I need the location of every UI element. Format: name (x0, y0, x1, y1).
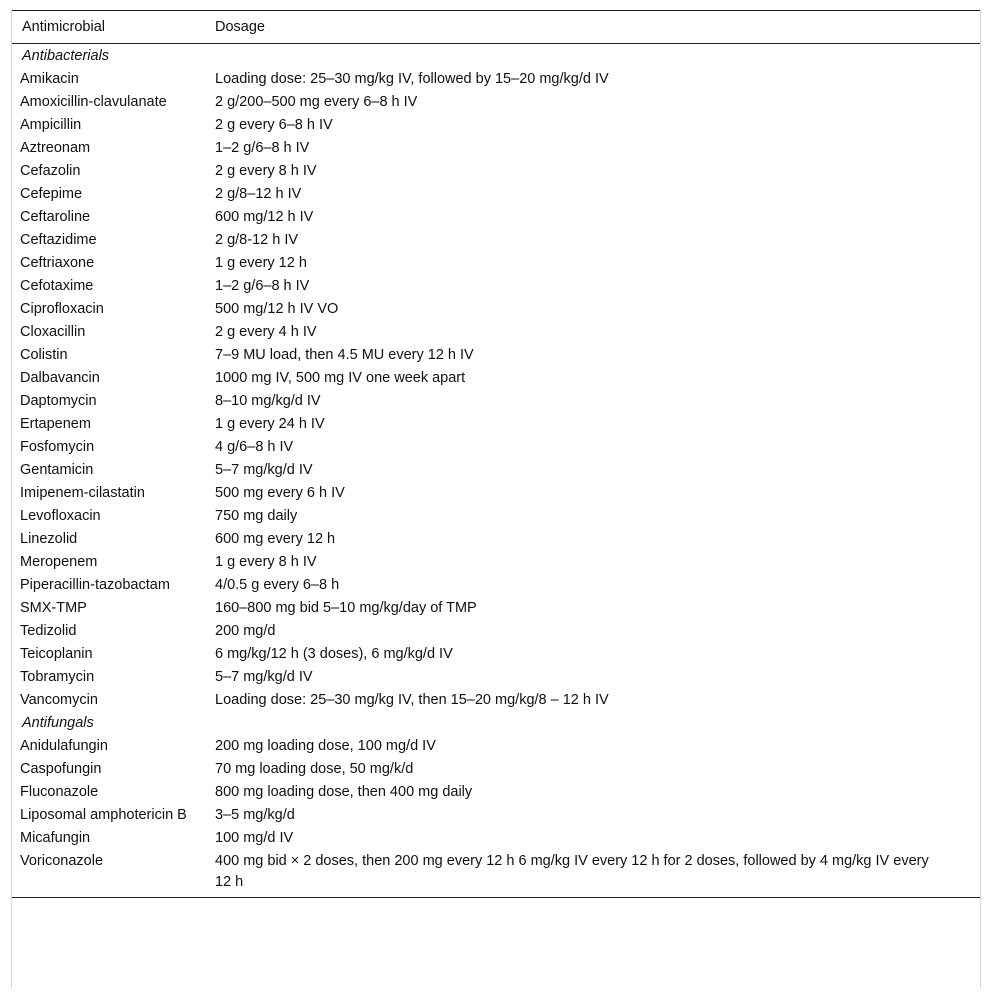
table-row (12, 136, 980, 159)
antimicrobial-name: Voriconazole (20, 853, 104, 869)
dosage-cell: 2 g every 8 h IV (215, 163, 317, 179)
dosage-cell: 100 mg/d IV (215, 830, 294, 846)
antimicrobial-name-cell (12, 205, 205, 228)
antimicrobial-name-cell (12, 67, 205, 90)
antimicrobial-name: Ertapenem (20, 416, 91, 432)
section-title: Antibacterials (22, 48, 110, 64)
table-row (12, 803, 980, 826)
antimicrobial-name: Meropenem (20, 554, 98, 570)
dosage-cell: 1000 mg IV, 500 mg IV one week apart (215, 370, 466, 386)
dosage-cell: 5–7 mg/kg/d IV (215, 669, 313, 685)
antimicrobial-name: Cefazolin (20, 163, 81, 179)
table-row (12, 826, 980, 849)
antimicrobial-name: Ampicillin (20, 117, 82, 133)
antimicrobial-name-cell (12, 734, 205, 757)
antimicrobial-name-cell (12, 90, 205, 113)
table-row (12, 297, 980, 320)
table-row (12, 389, 980, 412)
dosage-cell: 500 mg/12 h IV VO (215, 301, 339, 317)
antimicrobial-name-cell (12, 550, 205, 573)
table-row (12, 504, 980, 527)
antimicrobial-name: Cefotaxime (20, 278, 94, 294)
section-row (12, 711, 980, 734)
antimicrobial-name-cell (12, 803, 205, 826)
dosage-cell: 1–2 g/6–8 h IV (215, 278, 310, 294)
antimicrobial-name: Ciprofloxacin (20, 301, 104, 317)
antimicrobial-name-cell (12, 297, 205, 320)
antimicrobial-name-cell (12, 573, 205, 596)
dosage-cell: 7–9 MU load, then 4.5 MU every 12 h IV (215, 347, 474, 363)
table-row (12, 619, 980, 642)
dosage-cell: 4/0.5 g every 6–8 h (215, 577, 340, 593)
antimicrobial-name-cell (12, 435, 205, 458)
antimicrobial-name: Daptomycin (20, 393, 97, 409)
antimicrobial-name: Fluconazole (20, 784, 99, 800)
antimicrobial-name: Cefepime (20, 186, 83, 202)
antimicrobial-name-cell (12, 481, 205, 504)
dosage-cell: 2 g/8–12 h IV (215, 186, 302, 202)
antimicrobial-name: Amoxicillin-clavulanate (20, 94, 167, 110)
table-row (12, 412, 980, 435)
dosage-cell: 3–5 mg/kg/d (215, 807, 295, 823)
dosage-cell: 160–800 mg bid 5–10 mg/kg/day of TMP (215, 600, 477, 616)
dosage-cell: 200 mg/d (215, 623, 276, 639)
antimicrobial-name-cell (12, 688, 205, 711)
table-row (12, 550, 980, 573)
dosage-cell: Loading dose: 25–30 mg/kg IV, followed by 15–20 mg/kg/d IV (215, 71, 609, 87)
dosage-cell: 70 mg loading dose, 50 mg/k/d (215, 761, 414, 777)
table-row (12, 435, 980, 458)
antimicrobial-name: Imipenem-cilastatin (20, 485, 145, 501)
table-row (12, 320, 980, 343)
antimicrobial-name: Dalbavancin (20, 370, 100, 386)
antimicrobial-name-cell (12, 780, 205, 803)
antimicrobial-name: Colistin (20, 347, 68, 363)
dosage-table (12, 10, 980, 898)
antimicrobial-name-cell (12, 251, 205, 274)
antimicrobial-name-cell (12, 389, 205, 412)
table-row (12, 205, 980, 228)
dosage-cell: 600 mg every 12 h (215, 531, 336, 547)
antimicrobial-name-cell (12, 504, 205, 527)
antimicrobial-name-cell (12, 274, 205, 297)
antimicrobial-name: Vancomycin (20, 692, 98, 708)
header-antimicrobial: Antimicrobial (12, 11, 205, 44)
antimicrobial-name-cell (12, 458, 205, 481)
table-row (12, 734, 980, 757)
table-row (12, 688, 980, 711)
dosage-cell: 500 mg every 6 h IV (215, 485, 345, 501)
dosage-cell: 5–7 mg/kg/d IV (215, 462, 313, 478)
section-title: Antifungals (22, 715, 94, 731)
dosage-cell: 200 mg loading dose, 100 mg/d IV (215, 738, 436, 754)
antimicrobial-name-cell (12, 182, 205, 205)
table-frame (11, 10, 981, 988)
antimicrobial-name: Ceftriaxone (20, 255, 95, 271)
antimicrobial-name-cell (12, 343, 205, 366)
table-row (12, 527, 980, 550)
antimicrobial-name-cell (12, 159, 205, 182)
antimicrobial-name-cell (12, 113, 205, 136)
dosage-cell: 1 g every 24 h IV (215, 416, 325, 432)
table-row (12, 596, 980, 619)
antimicrobial-name: Anidulafungin (20, 738, 108, 754)
section-row (12, 44, 980, 68)
antimicrobial-name: Ceftazidime (20, 232, 97, 248)
dosage-cell: 2 g every 6–8 h IV (215, 117, 333, 133)
table-body (12, 44, 980, 898)
dosage-cell: 2 g/8-12 h IV (215, 232, 299, 248)
table-row (12, 366, 980, 389)
header-row (12, 11, 980, 44)
table-row (12, 159, 980, 182)
table-row (12, 573, 980, 596)
antimicrobial-name-cell (12, 849, 205, 898)
antimicrobial-name: Amikacin (20, 71, 79, 87)
header-dosage: Dosage (205, 11, 980, 44)
antimicrobial-name-cell (12, 619, 205, 642)
antimicrobial-name: Piperacillin-tazobactam (20, 577, 170, 593)
table-row (12, 90, 980, 113)
antimicrobial-name-cell (12, 527, 205, 550)
table-header (12, 11, 980, 44)
antimicrobial-name: Gentamicin (20, 462, 94, 478)
antimicrobial-name-cell (12, 228, 205, 251)
table-row (12, 343, 980, 366)
table-row (12, 849, 980, 898)
antimicrobial-name: Levofloxacin (20, 508, 101, 524)
dosage-cell: 400 mg bid × 2 doses, then 200 mg every 12 h 6 mg/kg IV every 12 h for 2 doses, followed by 4 mg/kg IV every 12 h (205, 849, 980, 898)
antimicrobial-name: Ceftaroline (20, 209, 91, 225)
table-row (12, 113, 980, 136)
table-row (12, 251, 980, 274)
dosage-cell: 2 g every 4 h IV (215, 324, 317, 340)
dosage-cell: 600 mg/12 h IV (215, 209, 314, 225)
antimicrobial-name-cell (12, 826, 205, 849)
table-row (12, 481, 980, 504)
antimicrobial-name: Teicoplanin (20, 646, 93, 662)
dosage-cell: Loading dose: 25–30 mg/kg IV, then 15–20 mg/kg/8 – 12 h IV (215, 692, 609, 708)
antimicrobial-name: Micafungin (20, 830, 91, 846)
table-row (12, 182, 980, 205)
table-row (12, 642, 980, 665)
dosage-cell: 2 g/200–500 mg every 6–8 h IV (215, 94, 418, 110)
antimicrobial-name: Aztreonam (20, 140, 91, 156)
table-row (12, 665, 980, 688)
dosage-cell: 1 g every 12 h (215, 255, 307, 271)
antimicrobial-name-cell (12, 665, 205, 688)
antimicrobial-name-cell (12, 642, 205, 665)
antimicrobial-name: Linezolid (20, 531, 78, 547)
table-row (12, 67, 980, 90)
antimicrobial-name: Caspofungin (20, 761, 102, 777)
antimicrobial-name: Cloxacillin (20, 324, 86, 340)
antimicrobial-name: SMX-TMP (20, 600, 87, 616)
table-row (12, 757, 980, 780)
antimicrobial-name: Fosfomycin (20, 439, 95, 455)
antimicrobial-name-cell (12, 757, 205, 780)
dosage-cell: 6 mg/kg/12 h (3 doses), 6 mg/kg/d IV (215, 646, 453, 662)
antimicrobial-name-cell (12, 320, 205, 343)
table-row (12, 228, 980, 251)
dosage-cell: 8–10 mg/kg/d IV (215, 393, 321, 409)
antimicrobial-name-cell (12, 412, 205, 435)
antimicrobial-name-cell (12, 136, 205, 159)
dosage-cell: 750 mg daily (215, 508, 298, 524)
table-row (12, 780, 980, 803)
table-row (12, 274, 980, 297)
antimicrobial-name: Tedizolid (20, 623, 77, 639)
antimicrobial-name-cell (12, 366, 205, 389)
dosage-cell: 800 mg loading dose, then 400 mg daily (215, 784, 473, 800)
dosage-cell: 4 g/6–8 h IV (215, 439, 294, 455)
dosage-cell: 1 g every 8 h IV (215, 554, 317, 570)
antimicrobial-name: Liposomal amphotericin B (20, 807, 187, 823)
antimicrobial-name-cell (12, 596, 205, 619)
dosage-cell: 1–2 g/6–8 h IV (215, 140, 310, 156)
antimicrobial-name: Tobramycin (20, 669, 95, 685)
table-row (12, 458, 980, 481)
